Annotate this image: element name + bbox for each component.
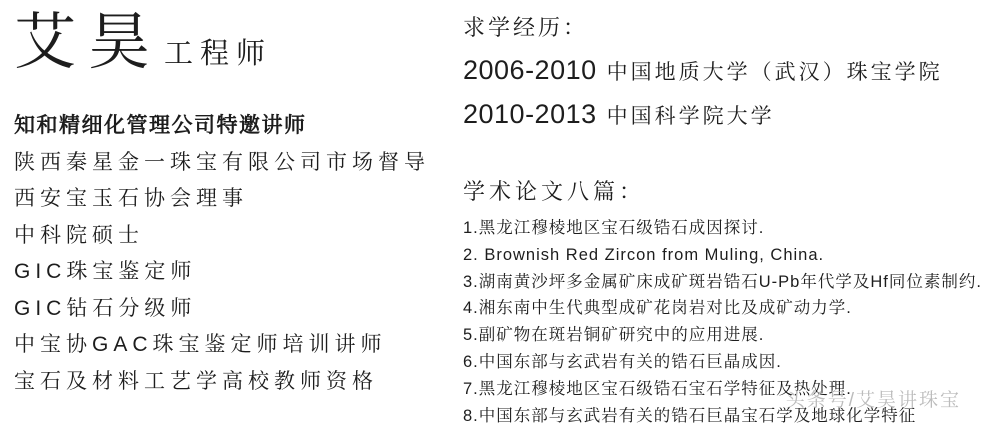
credential-highlight: 知和精细化管理公司特邀讲师 [14, 114, 307, 137]
person-job-title: 工程师 [164, 38, 273, 70]
credential-item: 中科院硕士 [14, 223, 144, 247]
left-column [14, 8, 459, 400]
right-column [463, 14, 982, 429]
credential-item: 陕西秦星金一珠宝有限公司市场督导 [14, 150, 430, 174]
credentials-list [14, 108, 459, 400]
paper-item: 2. Brownish Red Zircon from Muling, China. [463, 245, 825, 264]
education-school: 中国地质大学（武汉）珠宝学院 [606, 61, 943, 84]
education-years: 2006-2010 [463, 55, 597, 85]
education-years: 2010-2013 [463, 99, 597, 129]
paper-item: 5.副矿物在斑岩铜矿研究中的应用进展. [463, 326, 765, 345]
papers-heading: 学术论文八篇： [463, 179, 646, 204]
education-entry [463, 99, 964, 130]
paper-item: 6.中国东部与玄武岩有关的锆石巨晶成因. [463, 352, 782, 371]
education-school: 中国科学院大学 [606, 105, 775, 128]
paper-item: 8.中国东部与玄武岩有关的锆石巨晶宝石学及地球化学特征 [463, 406, 917, 425]
paper-item: 4.湘东南中生代典型成矿花岗岩对比及成矿动力学. [463, 299, 852, 318]
credential-item: 中宝协GAC珠宝鉴定师培训讲师 [14, 333, 387, 356]
credential-item: GIC珠宝鉴定师 [14, 260, 197, 283]
paper-item: 3.湖南黄沙坪多金属矿床成矿斑岩锆石U-Pb年代学及Hf同位素制约. [463, 272, 982, 291]
education-entry [463, 55, 964, 86]
education-heading: 求学经历： [463, 15, 589, 40]
credential-item: 宝石及材料工艺学高校教师资格 [14, 369, 378, 393]
credential-item: 西安宝玉石协会理事 [14, 187, 248, 210]
paper-item: 7.黑龙江穆棱地区宝石级锆石宝石学特征及热处理. [463, 379, 852, 398]
credential-item: GIC钻石分级师 [14, 296, 197, 320]
person-name: 艾昊 [14, 9, 163, 77]
name-row [14, 8, 459, 78]
watermark: 头条号/艾昊讲珠宝 [785, 390, 961, 411]
paper-item: 1.黑龙江穆棱地区宝石级锆石成因探讨. [463, 219, 765, 237]
